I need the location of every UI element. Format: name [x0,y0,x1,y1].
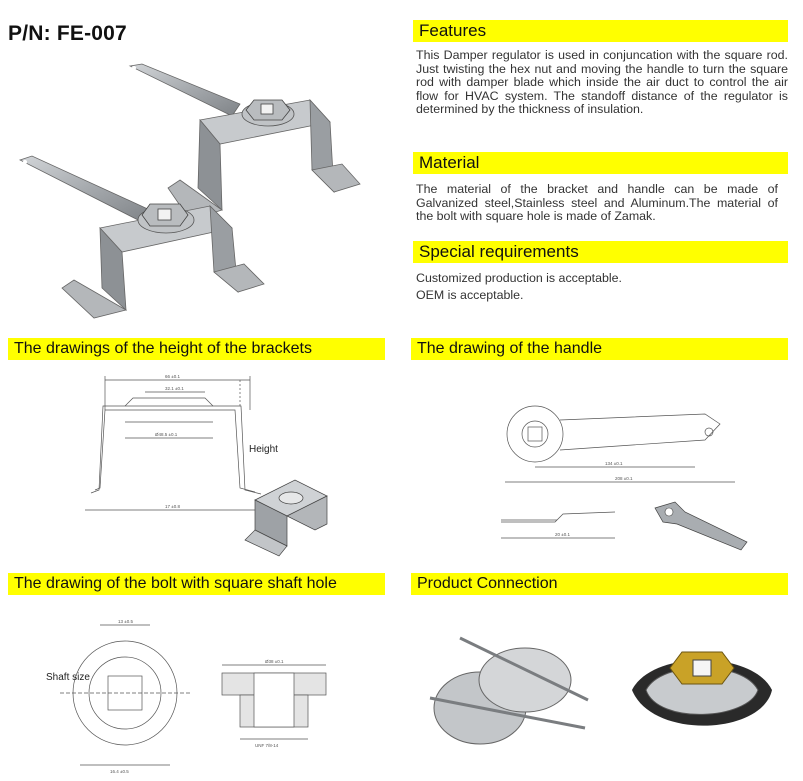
connection-photo-dampers [420,628,595,753]
bolt-drawing [40,615,380,775]
handle-drawing [465,372,765,557]
material-text: The material of the bracket and handle can be made of Galvanized steel,Stainless steel and Aluminum.The material of the bolt with square hole is made of Zamak. [416,182,778,224]
connection-heading: Product Connection [411,573,788,595]
svg-text:Ø38 ±0.1: Ø38 ±0.1 [265,659,284,664]
svg-text:Ø48.5 ±0.1: Ø48.5 ±0.1 [155,432,178,437]
material-heading: Material [413,152,788,174]
svg-text:UNF 7/8-14: UNF 7/8-14 [255,743,279,748]
svg-text:16.4 ±0.5: 16.4 ±0.5 [110,769,129,774]
handle-heading: The drawing of the handle [411,338,788,360]
features-heading: Features [413,20,788,42]
product-photo-regulators [10,60,390,320]
height-label: Height [249,444,278,455]
svg-text:208 ±0.1: 208 ±0.1 [615,476,633,481]
svg-text:20 ±0.1: 20 ±0.1 [555,532,570,537]
svg-text:134 ±0.1: 134 ±0.1 [605,461,623,466]
svg-text:32.1 ±0.1: 32.1 ±0.1 [165,386,184,391]
special-heading: Special requirements [413,241,788,263]
shaft-size-label: Shaft size [46,672,90,683]
bolt-heading: The drawing of the bolt with square shaft hole [8,573,385,595]
connection-photo-regulator [612,630,792,755]
features-text: This Damper regulator is used in conjuncation with the square rod. Just twisting the hex nut and moving the handle to turn the square rod with damper blade which inside the air duct to control the air flow for HVAC system. The standoff distance of the regulator is determined by the thickness of insulation. [416,48,788,117]
part-number: P/N: FE-007 [8,22,127,45]
special-line-1: Customized production is acceptable. [416,271,622,285]
bracket-drawing [55,370,345,560]
svg-text:17 ±0.8: 17 ±0.8 [165,504,180,509]
special-line-2: OEM is acceptable. [416,288,524,302]
brackets-heading: The drawings of the height of the brackets [8,338,385,360]
svg-text:66 ±0.1: 66 ±0.1 [165,374,180,379]
svg-text:13 ±0.5: 13 ±0.5 [118,619,133,624]
